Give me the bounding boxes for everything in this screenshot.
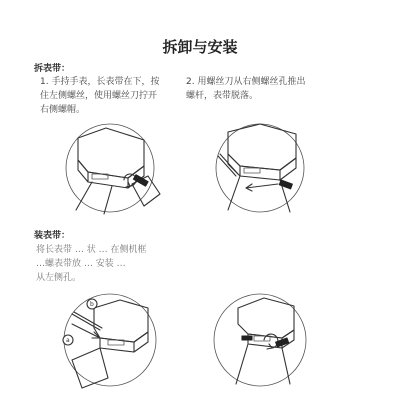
removal-step-1-line-3: 右侧螺帽。	[40, 105, 86, 115]
removal-step-1-line-2: 住左侧螺丝，使用螺丝刀拧开	[40, 91, 158, 101]
watch-icon	[214, 294, 306, 386]
marker-a: a	[66, 337, 70, 344]
screw-icon	[279, 180, 292, 189]
removal-step-1	[40, 75, 190, 117]
arrow-icon	[246, 184, 278, 191]
install-step-1	[36, 243, 236, 285]
marker-b: b	[90, 301, 94, 308]
removal-figure-1	[48, 118, 178, 218]
screwdriver-icon	[72, 312, 102, 330]
screw-icon	[242, 336, 252, 340]
install-heading: 装表带：	[34, 231, 71, 241]
page-title: 拆卸与安装	[162, 38, 238, 56]
install-step-1-line-1: 将长表带 … 状 … 在侧机框	[36, 245, 147, 255]
watch-icon	[66, 124, 160, 214]
removal-heading: 拆表带：	[34, 64, 71, 74]
install-step-1-line-2: …螺表带放 … 安装 …	[36, 259, 126, 269]
install-figure-1	[48, 288, 178, 393]
removal-step-2	[186, 75, 356, 103]
install-step-1-line-3: 从左侧孔。	[36, 273, 82, 283]
removal-step-1-line-1: 1. 手持手表，长表带在下，按	[40, 77, 160, 87]
removal-figure-2	[198, 118, 328, 218]
removal-step-2-line-2: 螺杆，表带脱落。	[186, 91, 259, 101]
removal-step-2-line-1: 2. 用螺丝刀从右侧螺丝孔推出	[186, 77, 306, 87]
watch-icon	[64, 294, 156, 388]
install-figure-2	[198, 288, 328, 393]
